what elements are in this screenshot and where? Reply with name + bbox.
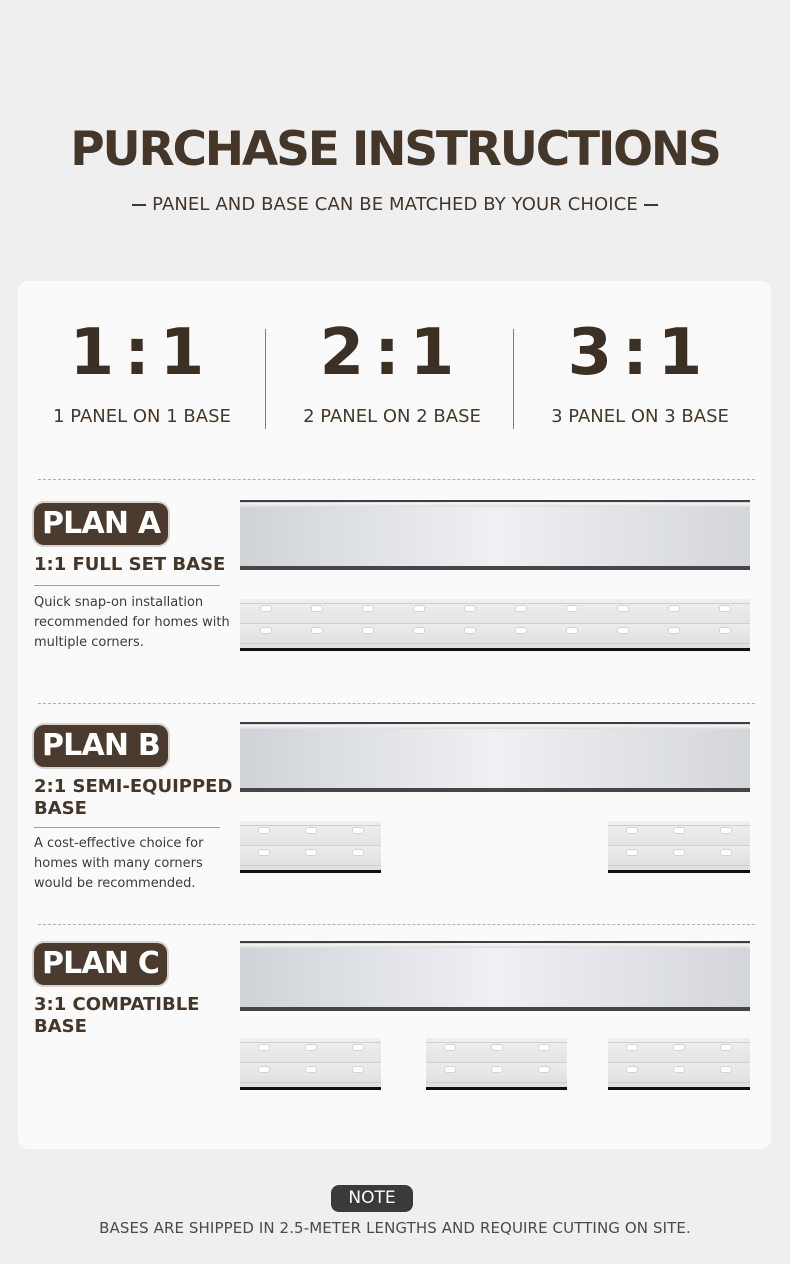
plan-b-panel-image [240, 722, 750, 792]
base-slot [261, 628, 271, 633]
base-rail-groove [240, 1062, 381, 1063]
base-slot [353, 1067, 363, 1072]
plan-b-description: A cost-effective choice for homes with many corners would be recommended. [34, 836, 204, 891]
base-rail-groove [426, 1042, 567, 1043]
page-title: PURCHASE INSTRUCTIONS [70, 122, 720, 177]
note-text: BASES ARE SHIPPED IN 2.5-METER LENGTHS AND REQUIRE CUTTING ON SITE. [99, 1219, 691, 1237]
base-slot [720, 628, 730, 633]
plan-b-name: 2:1 SEMI-EQUIPPED BASE [34, 776, 233, 819]
ratio-value: 2:1 [319, 316, 465, 390]
plan-c-base-image-middle [426, 1038, 567, 1090]
base-slot [674, 828, 684, 833]
base-slot [627, 828, 637, 833]
plan-a-description: Quick snap-on installation recommended for homes with multiple corners. [34, 595, 230, 650]
plan-b-rule [34, 827, 220, 828]
plan-b-badge: PLAN B [34, 725, 168, 767]
base-slot [516, 628, 526, 633]
plan-a-name: 1:1 FULL SET BASE [34, 554, 226, 575]
ratio-label: 1 PANEL ON 1 BASE [53, 406, 231, 427]
base-rail-groove [608, 1082, 750, 1083]
subtitle-dash-left [132, 204, 146, 206]
base-slot [669, 606, 679, 611]
base-rail-groove [240, 623, 750, 624]
base-slot [353, 850, 363, 855]
ratio-value: 1:1 [69, 316, 215, 390]
plan-c-name: 3:1 COMPATIBLE BASE [34, 994, 200, 1037]
base-rail-groove [608, 1062, 750, 1063]
base-slot [492, 1067, 502, 1072]
base-slot [721, 1067, 731, 1072]
base-slot [618, 628, 628, 633]
base-slot [445, 1045, 455, 1050]
base-slot [567, 606, 577, 611]
ratio-option-1-1 [18, 311, 266, 427]
base-slot [567, 628, 577, 633]
plan-b-base-image-right [608, 821, 750, 873]
base-slot [306, 1045, 316, 1050]
plan-a-badge: PLAN A [34, 503, 168, 545]
base-slot [306, 1067, 316, 1072]
ratio-divider [513, 329, 514, 429]
plan-c-base-image-left [240, 1038, 381, 1090]
base-slot [721, 828, 731, 833]
base-rail-groove [608, 845, 750, 846]
base-slot [259, 1067, 269, 1072]
base-slot [721, 850, 731, 855]
ratio-label: 2 PANEL ON 2 BASE [303, 406, 481, 427]
base-rail-groove [608, 865, 750, 866]
base-rail-groove [240, 865, 381, 866]
base-slot [363, 606, 373, 611]
base-slot [721, 1045, 731, 1050]
base-slot [363, 628, 373, 633]
plan-a-panel-image [240, 500, 750, 570]
base-rail-groove [240, 1082, 381, 1083]
base-slot [465, 606, 475, 611]
base-slot [353, 828, 363, 833]
base-slot [414, 628, 424, 633]
base-rail-groove [426, 1062, 567, 1063]
base-slot [306, 850, 316, 855]
plan-c-badge: PLAN C [34, 943, 167, 985]
base-slot [674, 1067, 684, 1072]
base-rail-groove [240, 603, 750, 604]
note-badge: NOTE [331, 1185, 413, 1212]
plan-a-rule [34, 585, 220, 586]
base-slot [261, 606, 271, 611]
base-slot [516, 606, 526, 611]
subtitle-dash-right [644, 204, 658, 206]
base-rail-groove [240, 1042, 381, 1043]
base-rail-groove [240, 643, 750, 644]
ratio-option-2-1 [268, 311, 516, 427]
base-slot [465, 628, 475, 633]
ratio-row [18, 281, 771, 471]
base-slot [259, 1045, 269, 1050]
base-slot [627, 1067, 637, 1072]
base-slot [627, 850, 637, 855]
base-slot [492, 1045, 502, 1050]
base-rail-groove [608, 825, 750, 826]
base-slot [674, 1045, 684, 1050]
base-slot [306, 828, 316, 833]
base-slot [312, 628, 322, 633]
subtitle [0, 194, 790, 215]
base-rail-groove [240, 825, 381, 826]
base-slot [539, 1067, 549, 1072]
plan-c-base-image-right [608, 1038, 750, 1090]
subtitle-text: PANEL AND BASE CAN BE MATCHED BY YOUR CHOICE [152, 194, 638, 215]
base-slot [259, 850, 269, 855]
ratio-divider [265, 329, 266, 429]
base-slot [353, 1045, 363, 1050]
base-slot [669, 628, 679, 633]
base-slot [627, 1045, 637, 1050]
section-divider [38, 924, 755, 925]
plan-b-base-image-left [240, 821, 381, 873]
section-divider [38, 703, 755, 704]
base-slot [414, 606, 424, 611]
ratio-value: 3:1 [567, 316, 713, 390]
plan-c-panel-image [240, 941, 750, 1011]
plan-a-base-image [240, 599, 750, 651]
base-slot [618, 606, 628, 611]
base-rail-groove [426, 1082, 567, 1083]
base-rail-groove [608, 1042, 750, 1043]
base-slot [674, 850, 684, 855]
base-slot [445, 1067, 455, 1072]
base-rail-groove [240, 845, 381, 846]
base-slot [539, 1045, 549, 1050]
base-slot [312, 606, 322, 611]
section-divider [38, 479, 755, 480]
base-slot [720, 606, 730, 611]
plans-card [18, 281, 771, 1149]
ratio-label: 3 PANEL ON 3 BASE [551, 406, 729, 427]
base-slot [259, 828, 269, 833]
ratio-option-3-1 [516, 311, 764, 427]
